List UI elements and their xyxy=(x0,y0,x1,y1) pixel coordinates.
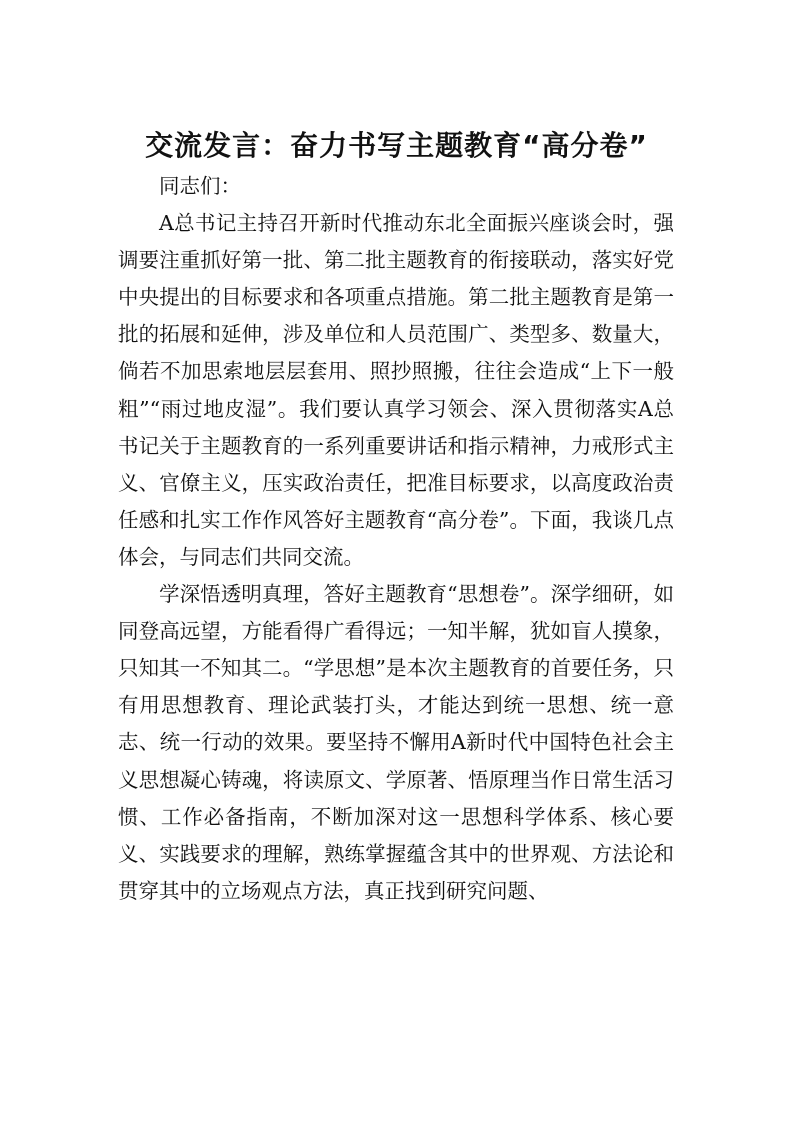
document-title: 交流发言：奋力书写主题教育“高分卷” xyxy=(145,129,648,162)
document-body xyxy=(118,168,674,910)
paragraph-thought: 学深悟透明真理，答好主题教育“思想卷”。深学细研，如同登高远望，方能看得广看得远；一知半解，犹如盲人摸象，只知其一不知其二。“学思想”是本次主题教育的首要任务，只有用思想教育、理论武装打头，才能达到统一思想、统一意志、统一行动的效果。要坚持不懈用A新时代中国特色社会主义思想凝心铸魂，将读原文、学原著、悟原理当作日常生活习惯、工作必备指南，不断加深对这一思想科学体系、核心要义、实践要求的理解，熟练掌握蕴含其中的世界观、方法论和贯穿其中的立场观点方法，真正找到研究问题、 xyxy=(118,582,674,903)
paragraph-salutation: 同志们： xyxy=(159,174,241,198)
paragraph-intro: A总书记主持召开新时代推动东北全面振兴座谈会时，强调要注重抓好第一批、第二批主题教育的衔接联动，落实好党中央提出的目标要求和各项重点措施。第二批主题教育是第一批的拓展和延伸，涉及单位和人员范围广、类型多、数量大，倘若不加思索地层层套用、照抄照搬，往往会造成“上下一般粗”“雨过地皮湿”。我们要认真学习领会、深入贯彻落实A总书记关于主题教育的一系列重要讲话和指示精神，力戒形式主义、官僚主义，压实政治责任，把准目标要求，以高度政治责任感和扎实工作作风答好主题教育“高分卷”。下面，我谈几点体会，与同志们共同交流。 xyxy=(118,211,674,569)
